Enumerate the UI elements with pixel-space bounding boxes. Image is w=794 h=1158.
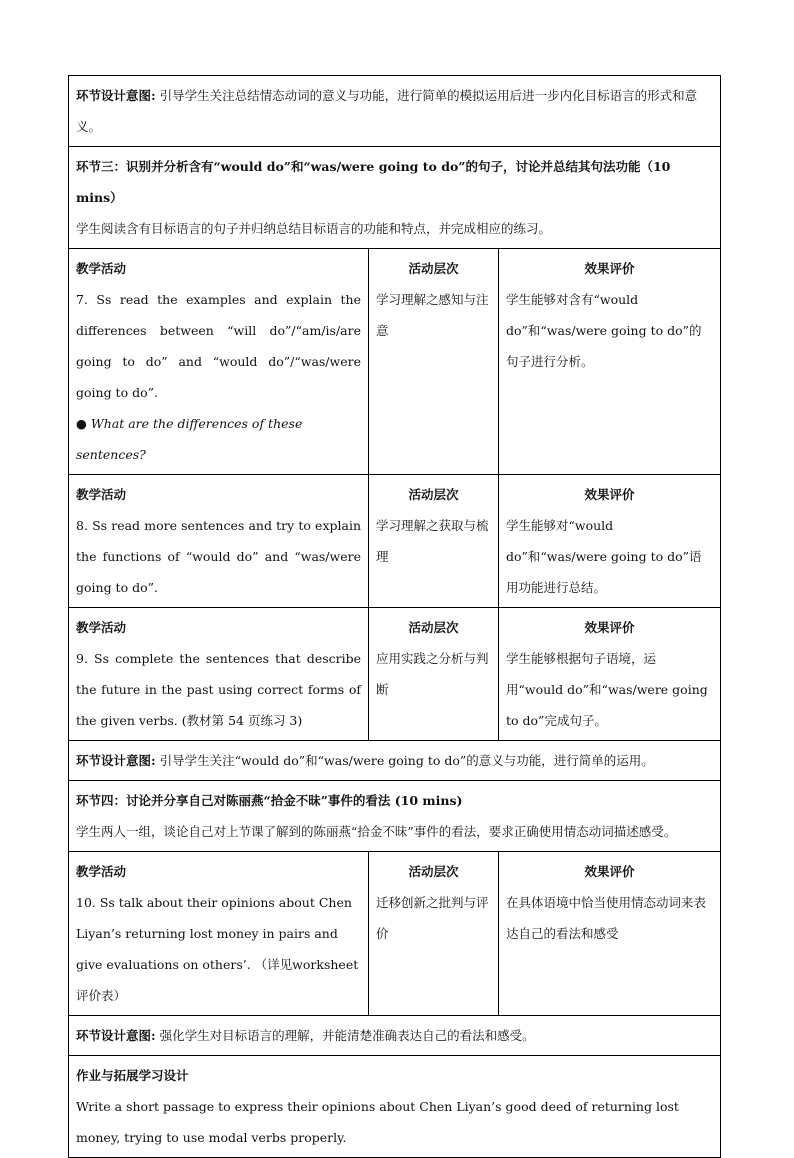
- activity-seven-text: 7. Ss read the examples and explain the differences between “will do”/“am/is/are going to do” and “would do”/“was/were going to do”.: [76, 292, 361, 400]
- homework-cell: [69, 1056, 721, 1158]
- design-intent-label: 环节设计意图:: [76, 1028, 156, 1043]
- activity-ten-level: 迁移创新之批判与评价: [376, 895, 489, 941]
- stage-three-title: 环节三：识别并分析含有“would do”和“was/were going to do”的句子，讨论并总结其句法功能（10 mins）: [76, 159, 671, 205]
- activity-seven-question: ● What are the differences of these sentences?: [76, 416, 303, 462]
- level-header: 活动层次: [408, 620, 459, 635]
- activity-header: 教学活动: [76, 620, 127, 635]
- table-row: [69, 1016, 721, 1056]
- activity-ten-text: 10. Ss talk about their opinions about Chen Liyan’s returning lost money in pairs and give evaluations on others’. （详见worksheet评价表）: [76, 895, 359, 1003]
- lesson-plan-table: [68, 75, 721, 1158]
- table-row: [69, 608, 721, 741]
- activity-header: 教学活动: [76, 261, 127, 276]
- activity-nine-evaluation: 学生能够根据句子语境，运用“would do”和“was/were going to do”完成句子。: [506, 651, 708, 728]
- activity-header: 教学活动: [76, 864, 127, 879]
- activity-nine-text: 9. Ss complete the sentences that describe the future in the past using correct forms of the given verbs. (教材第 54 页练习 3): [76, 651, 361, 728]
- stage-three-cell: [69, 147, 721, 249]
- design-intent-text: 引导学生关注总结情态动词的意义与功能，进行简单的模拟运用后进一步内化目标语言的形式和意义。: [76, 88, 698, 134]
- evaluation-cell: [499, 475, 721, 608]
- activity-nine-level: 应用实践之分析与判断: [376, 651, 489, 697]
- activity-seven-level: 学习理解之感知与注意: [376, 292, 489, 338]
- stage-four-title: 环节四：讨论并分享自己对陈丽燕“拾金不昧”事件的看法 (10 mins): [76, 793, 463, 808]
- activity-eight-text: 8. Ss read more sentences and try to explain the functions of “would do” and “was/were going to do”.: [76, 518, 361, 595]
- level-cell: [369, 249, 499, 475]
- evaluation-header: 效果评价: [584, 620, 635, 635]
- level-cell: [369, 475, 499, 608]
- activity-cell: [69, 249, 369, 475]
- table-row: [69, 1056, 721, 1158]
- evaluation-header: 效果评价: [584, 487, 635, 502]
- activity-eight-evaluation: 学生能够对“would do”和“was/were going to do”语用功能进行总结。: [506, 518, 702, 595]
- level-header: 活动层次: [408, 487, 459, 502]
- level-cell: [369, 852, 499, 1016]
- design-intent-cell: [69, 76, 721, 147]
- activity-header: 教学活动: [76, 487, 127, 502]
- activity-seven-evaluation: 学生能够对含有“would do”和“was/were going to do”的句子进行分析。: [506, 292, 702, 369]
- homework-title: 作业与拓展学习设计: [76, 1068, 189, 1083]
- evaluation-header: 效果评价: [584, 864, 635, 879]
- activity-eight-level: 学习理解之获取与梳理: [376, 518, 489, 564]
- level-cell: [369, 608, 499, 741]
- table-row: [69, 781, 721, 852]
- evaluation-cell: [499, 608, 721, 741]
- activity-cell: [69, 852, 369, 1016]
- table-row: [69, 475, 721, 608]
- evaluation-cell: [499, 249, 721, 475]
- activity-cell: [69, 608, 369, 741]
- evaluation-header: 效果评价: [584, 261, 635, 276]
- table-row: [69, 741, 721, 781]
- design-intent-cell: [69, 741, 721, 781]
- stage-four-cell: [69, 781, 721, 852]
- stage-four-description: 学生两人一组，谈论自己对上节课了解到的陈丽燕“拾金不昧”事件的看法，要求正确使用情态动词描述感受。: [76, 824, 677, 839]
- design-intent-cell: [69, 1016, 721, 1056]
- table-row: [69, 76, 721, 147]
- stage-three-description: 学生阅读含有目标语言的句子并归纳总结目标语言的功能和特点，并完成相应的练习。: [76, 221, 552, 236]
- table-row: [69, 249, 721, 475]
- design-intent-label: 环节设计意图:: [76, 753, 156, 768]
- level-header: 活动层次: [408, 864, 459, 879]
- design-intent-text: 引导学生关注“would do”和“was/were going to do”的意义与功能，进行简单的运用。: [155, 753, 654, 768]
- activity-cell: [69, 475, 369, 608]
- evaluation-cell: [499, 852, 721, 1016]
- table-row: [69, 147, 721, 249]
- homework-text: Write a short passage to express their opinions about Chen Liyan’s good deed of returning lost money, trying to use modal verbs properly.: [76, 1099, 679, 1145]
- activity-ten-evaluation: 在具体语境中恰当使用情态动词来表达自己的看法和感受: [506, 895, 707, 941]
- design-intent-text: 强化学生对目标语言的理解，并能清楚准确表达自己的看法和感受。: [155, 1028, 535, 1043]
- level-header: 活动层次: [408, 261, 459, 276]
- table-row: [69, 852, 721, 1016]
- design-intent-label: 环节设计意图:: [76, 88, 156, 103]
